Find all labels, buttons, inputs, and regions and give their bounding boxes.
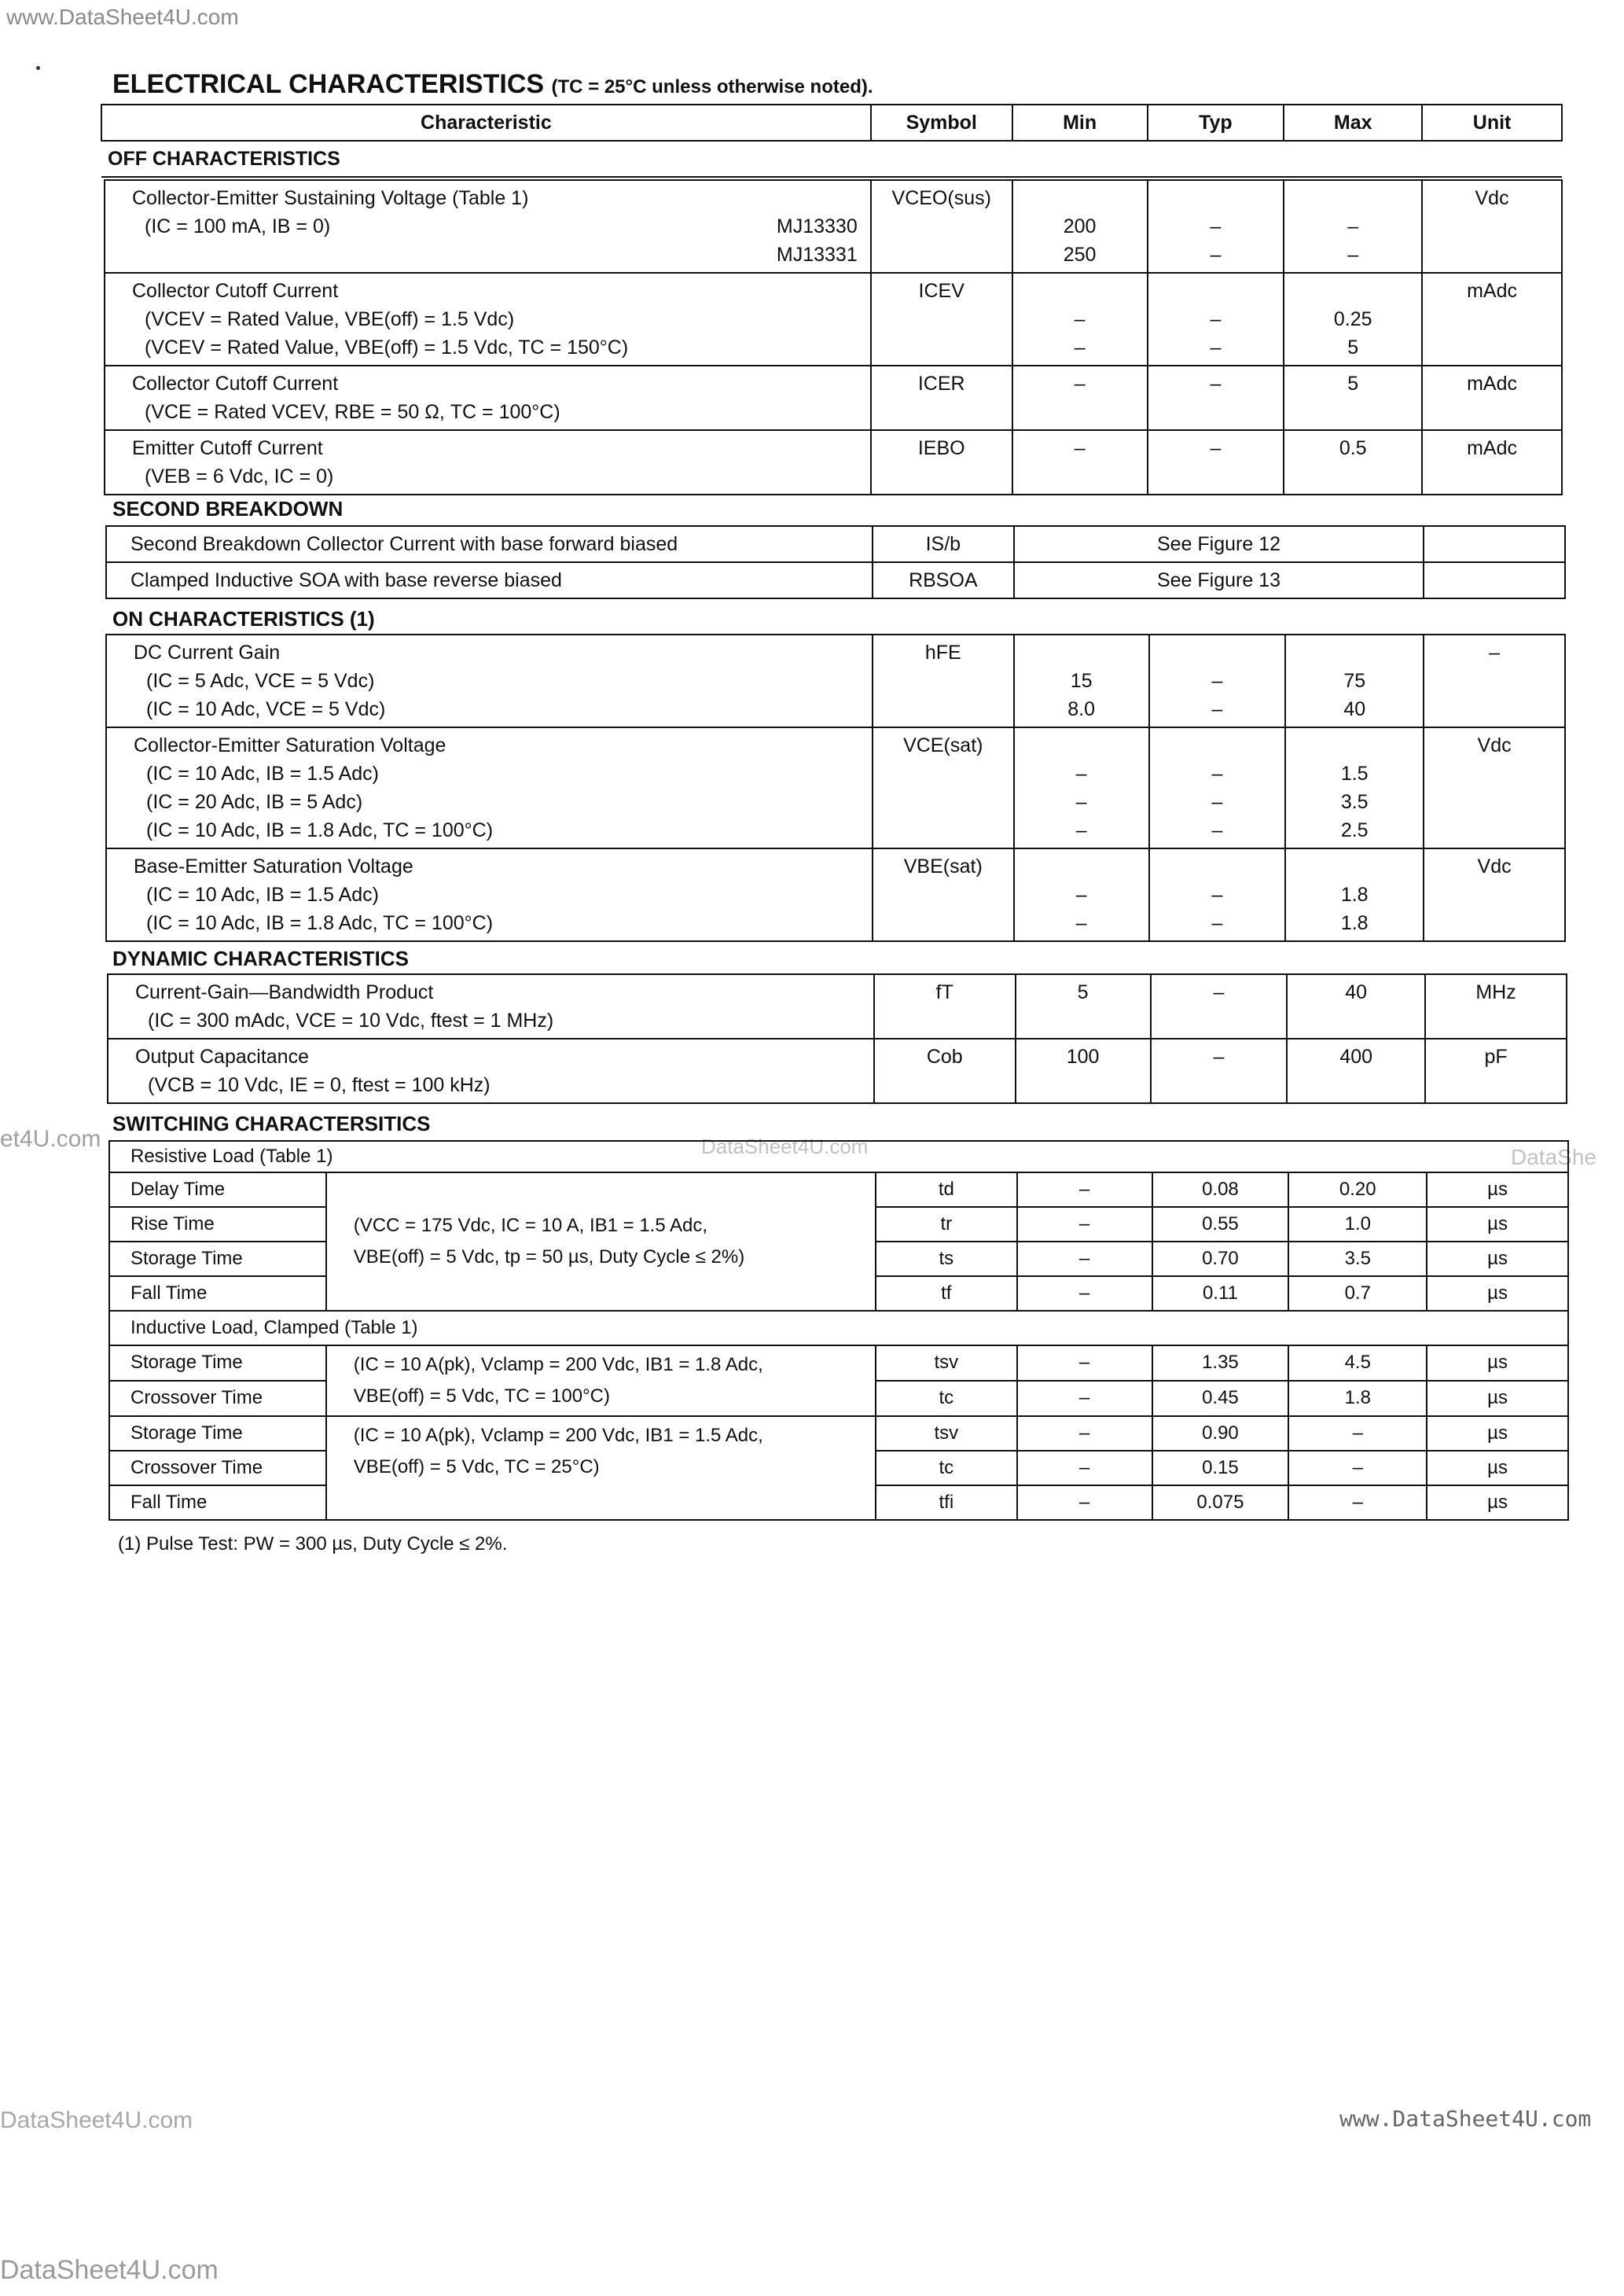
cell-text: (VCB = 10 Vdc, IE = 0, ftest = 100 kHz): [148, 1074, 491, 1096]
cell-text: (IC = 300 mAdc, VCE = 10 Vdc, ftest = 1 MHz): [148, 1010, 554, 1032]
table-cell: [105, 366, 871, 430]
table-cell: 0.45: [1152, 1381, 1289, 1416]
table-cell: tf: [876, 1276, 1017, 1311]
table-cell: pF: [1425, 1039, 1567, 1103]
table-cell: 0.5: [1284, 430, 1422, 495]
table-cell: Crossover Time: [109, 1451, 326, 1485]
cell-text: –: [1210, 337, 1222, 359]
cell-text: –: [1075, 819, 1087, 841]
table-cell: Storage Time: [109, 1345, 326, 1381]
cell-text: 200: [1063, 215, 1097, 237]
cell-text: 2.5: [1340, 819, 1369, 841]
table-cell: See Figure 12: [1014, 526, 1424, 562]
table-cell: mAdc: [1422, 430, 1562, 495]
table-cell: [1285, 635, 1424, 727]
on-table: [105, 634, 1566, 942]
table-cell: 0.08: [1152, 1172, 1289, 1207]
col-typ: Typ: [1148, 105, 1284, 141]
table-cell: µs: [1427, 1242, 1568, 1276]
cell-text: –: [1211, 763, 1223, 785]
off-table: [104, 179, 1563, 495]
table-cell: Fall Time: [109, 1485, 326, 1520]
table-cell: µs: [1427, 1485, 1568, 1520]
table-cell: [1148, 273, 1284, 366]
table-cell: 1.35: [1152, 1345, 1289, 1381]
resistive-label: Resistive Load (Table 1): [109, 1141, 1568, 1172]
watermark-center-mid: DataSheet4U.com: [701, 1135, 869, 1158]
cell-text: Current-Gain—Bandwidth Product: [135, 981, 434, 1003]
table-cell: [326, 1416, 876, 1520]
table-row: [109, 1172, 1568, 1207]
table-cell: Delay Time: [109, 1172, 326, 1207]
cell-text: –: [1210, 244, 1222, 266]
cell-text: Base-Emitter Saturation Voltage: [134, 855, 413, 878]
section-second: SECOND BREAKDOWN: [112, 497, 344, 521]
table-cell: 0.7: [1288, 1276, 1427, 1311]
table-cell: IEBO: [871, 430, 1012, 495]
watermark-bottom-left: DataSheet4U.com: [0, 2107, 193, 2133]
table-cell: [106, 727, 873, 848]
col-max: Max: [1284, 105, 1422, 141]
table-row: [105, 180, 1562, 273]
table-cell: [1284, 273, 1422, 366]
table-cell: [105, 430, 871, 495]
watermark-top: www.DataSheet4U.com: [6, 5, 239, 29]
table-cell: µs: [1427, 1207, 1568, 1242]
cell-text: –: [1074, 308, 1086, 330]
cell-text: 1.5: [1340, 763, 1369, 785]
table-cell: –: [1017, 1381, 1152, 1416]
table-cell: [1285, 727, 1424, 848]
table-cell: Storage Time: [109, 1242, 326, 1276]
table-row: [109, 1416, 1568, 1451]
table-header-row: [101, 105, 1562, 141]
table-cell: [106, 848, 873, 941]
table-row: [106, 848, 1565, 941]
cell-text: –: [1075, 763, 1087, 785]
table-cell: [1012, 180, 1148, 273]
second-table: [105, 525, 1566, 599]
section-switching: SWITCHING CHARACTERSITICS: [112, 1112, 431, 1135]
table-cell: µs: [1427, 1451, 1568, 1485]
cell-text: (IC = 10 Adc, IB = 1.5 Adc): [146, 884, 379, 906]
table-cell: Fall Time: [109, 1276, 326, 1311]
watermark-bottom-right: www.DataSheet4U.com: [1339, 2106, 1592, 2132]
cell-text: (VCE = Rated VCEV, RBE = 50 Ω, TC = 100°C): [145, 401, 560, 423]
table-cell: µs: [1427, 1345, 1568, 1381]
symbol: VCEO(sus): [871, 180, 1012, 273]
table-cell: [326, 1345, 876, 1416]
table-cell: µs: [1427, 1381, 1568, 1416]
cell-text: –: [1211, 670, 1223, 692]
cell-text: Collector Cutoff Current: [132, 280, 339, 302]
row-condition: [112, 212, 864, 241]
col-unit: Unit: [1422, 105, 1562, 141]
table-cell: [105, 273, 871, 366]
cell-text: (IC = 100 mA, IB = 0): [145, 215, 331, 237]
cell-text: –: [1211, 819, 1223, 841]
table-cell: –: [1017, 1207, 1152, 1242]
section-dynamic: DYNAMIC CHARACTERISTICS: [112, 947, 409, 970]
watermark-left-mid: et4U.com: [0, 1126, 101, 1152]
table-cell: 0.15: [1152, 1451, 1289, 1485]
table-cell: µs: [1427, 1416, 1568, 1451]
inductive-label: Inductive Load, Clamped (Table 1): [109, 1311, 1568, 1345]
cell-text: 75: [1343, 670, 1366, 692]
table-cell: –: [1148, 366, 1284, 430]
table-cell: Crossover Time: [109, 1381, 326, 1416]
table-cell: tsv: [876, 1345, 1017, 1381]
cell-text: (IC = 10 Adc, IB = 1.8 Adc, TC = 100°C): [146, 912, 494, 934]
table-cell: [1424, 526, 1565, 562]
table-row: [109, 1345, 1568, 1381]
col-min: Min: [1012, 105, 1148, 141]
table-cell: VBE(sat): [873, 848, 1014, 941]
page-mark: [36, 66, 40, 70]
cell-text: 15: [1070, 670, 1093, 692]
table-cell: 40: [1287, 974, 1425, 1039]
table-cell: 0.11: [1152, 1276, 1289, 1311]
table-cell: [105, 180, 871, 273]
table-cell: tc: [876, 1451, 1017, 1485]
table-cell: mAdc: [1422, 273, 1562, 366]
cell-text: –: [1075, 912, 1087, 934]
table-cell: 100: [1016, 1039, 1151, 1103]
table-cell: fT: [874, 974, 1016, 1039]
cell-text: –: [1075, 884, 1087, 906]
cell-text: VBE(off) = 5 Vdc, TC = 100°C): [353, 1385, 610, 1407]
table-cell: Rise Time: [109, 1207, 326, 1242]
table-cell: [1285, 848, 1424, 941]
cell-text: –: [1211, 912, 1223, 934]
cell-text: (IC = 10 A(pk), Vclamp = 200 Vdc, IB1 = 1.8 Adc,: [353, 1354, 763, 1375]
cell-text: (VCEV = Rated Value, VBE(off) = 1.5 Vdc, TC = 150°C): [145, 337, 629, 359]
table-cell: –: [1151, 974, 1288, 1039]
dynamic-table: [107, 973, 1567, 1104]
table-cell: –: [1017, 1242, 1152, 1276]
table-cell: 5: [1016, 974, 1151, 1039]
table-cell: Vdc: [1424, 727, 1565, 848]
cell-text: 40: [1343, 698, 1366, 720]
table-cell: [326, 1172, 876, 1311]
cell-text: –: [1211, 698, 1223, 720]
cell-text: 8.0: [1067, 698, 1095, 720]
table-cell: –: [1148, 430, 1284, 495]
cell-text: 3.5: [1340, 791, 1369, 813]
table-cell: –: [1017, 1276, 1152, 1311]
table-cell: [1284, 180, 1422, 273]
table-cell: 0.075: [1152, 1485, 1289, 1520]
cell-text: (VCEV = Rated Value, VBE(off) = 1.5 Vdc): [145, 308, 515, 330]
table-row: [106, 526, 1565, 562]
cell-text: 250: [1063, 244, 1097, 266]
table-cell: ICER: [871, 366, 1012, 430]
table-row: [105, 430, 1562, 495]
cell-text: (IC = 10 Adc, IB = 1.8 Adc, TC = 100°C): [146, 819, 494, 841]
table-cell: 0.55: [1152, 1207, 1289, 1242]
cell-text: –: [1347, 215, 1359, 237]
table-cell: IS/b: [873, 526, 1014, 562]
cell-text: (IC = 10 A(pk), Vclamp = 200 Vdc, IB1 = 1.5 Adc,: [353, 1425, 763, 1446]
table-cell: tc: [876, 1381, 1017, 1416]
footnote: (1) Pulse Test: PW = 300 µs, Duty Cycle ≤ 2%.: [118, 1533, 508, 1555]
title-condition: (TC = 25°C unless otherwise noted).: [551, 76, 873, 98]
table-cell: 400: [1287, 1039, 1425, 1103]
table-cell: [1012, 273, 1148, 366]
col-characteristic: Characteristic: [101, 105, 871, 141]
table-cell: 0.70: [1152, 1242, 1289, 1276]
unit: Vdc: [1422, 180, 1562, 273]
cell-text: VBE(off) = 5 Vdc, TC = 25°C): [353, 1456, 600, 1477]
table-row: [106, 727, 1565, 848]
table-cell: –: [1017, 1345, 1152, 1381]
col-symbol: Symbol: [871, 105, 1012, 141]
table-cell: Second Breakdown Collector Current with base forward biased: [106, 526, 873, 562]
table-row: [108, 1039, 1567, 1103]
table-cell: [1149, 635, 1286, 727]
title-text: ELECTRICAL CHARACTERISTICS: [112, 69, 545, 99]
table-cell: [106, 635, 873, 727]
cell-text: VBE(off) = 5 Vdc, tp = 50 µs, Duty Cycle ≤ 2%): [353, 1246, 745, 1268]
table-cell: tsv: [876, 1416, 1017, 1451]
table-cell: Vdc: [1424, 848, 1565, 941]
table-cell: µs: [1427, 1172, 1568, 1207]
table-cell: [108, 1039, 874, 1103]
cell-text: –: [1074, 337, 1086, 359]
cell-text: 1.8: [1340, 912, 1369, 934]
section-off: OFF CHARACTERISTICS: [101, 141, 1562, 177]
table-cell: [108, 974, 874, 1039]
table-cell: Clamped Inductive SOA with base reverse biased: [106, 562, 873, 598]
table-cell: 0.90: [1152, 1416, 1289, 1451]
cell-text: 0.25: [1333, 308, 1372, 330]
table-cell: –: [1424, 635, 1565, 727]
row-label: Collector-Emitter Sustaining Voltage (Table 1): [132, 187, 529, 209]
table-cell: RBSOA: [873, 562, 1014, 598]
table-cell: 3.5: [1288, 1242, 1427, 1276]
table-row: [108, 974, 1567, 1039]
watermark-right-mid: DataShe: [1511, 1145, 1596, 1169]
section-on: ON CHARACTERISTICS (1): [112, 607, 375, 631]
cell-text: (VEB = 6 Vdc, IC = 0): [145, 465, 334, 488]
cell-text: –: [1211, 791, 1223, 813]
table-cell: [1148, 180, 1284, 273]
table-cell: µs: [1427, 1276, 1568, 1311]
cell-text: –: [1211, 884, 1223, 906]
cell-text: Collector-Emitter Saturation Voltage: [134, 734, 446, 756]
table-cell: See Figure 13: [1014, 562, 1424, 598]
table-cell: hFE: [873, 635, 1014, 727]
cell-text: MJ13330: [776, 215, 858, 237]
table-cell: 4.5: [1288, 1345, 1427, 1381]
table-cell: [1149, 848, 1286, 941]
cell-text: Collector Cutoff Current: [132, 373, 339, 395]
cell-text: 1.8: [1340, 884, 1369, 906]
cell-text: –: [1347, 244, 1359, 266]
table-cell: –: [1288, 1416, 1427, 1451]
table-cell: –: [1012, 430, 1148, 495]
cell-text: (IC = 20 Adc, IB = 5 Adc): [146, 791, 363, 813]
cell-text: –: [1210, 308, 1222, 330]
table-cell: mAdc: [1422, 366, 1562, 430]
table-cell: 1.8: [1288, 1381, 1427, 1416]
table-cell: 1.0: [1288, 1207, 1427, 1242]
table-cell: [1424, 562, 1565, 598]
table-cell: [1149, 727, 1286, 848]
table-row: [106, 562, 1565, 598]
switching-table: [108, 1140, 1569, 1521]
table-cell: 5: [1284, 366, 1422, 430]
table-cell: td: [876, 1172, 1017, 1207]
cell-text: –: [1210, 215, 1222, 237]
table-cell: –: [1017, 1485, 1152, 1520]
table-cell: [1014, 727, 1149, 848]
cell-text: Output Capacitance: [135, 1046, 309, 1068]
cell-text: –: [1075, 791, 1087, 813]
spec-table-header: [101, 104, 1563, 178]
table-cell: –: [1288, 1485, 1427, 1520]
table-cell: 0.20: [1288, 1172, 1427, 1207]
cell-text: 5: [1347, 337, 1359, 359]
cell-text: DC Current Gain: [134, 642, 281, 664]
table-cell: –: [1017, 1451, 1152, 1485]
table-row: [105, 273, 1562, 366]
table-row: [106, 635, 1565, 727]
table-cell: MHz: [1425, 974, 1567, 1039]
table-cell: tfi: [876, 1485, 1017, 1520]
table-cell: ICEV: [871, 273, 1012, 366]
table-cell: VCE(sat): [873, 727, 1014, 848]
table-cell: –: [1017, 1172, 1152, 1207]
table-cell: Cob: [874, 1039, 1016, 1103]
cell-text: (IC = 5 Adc, VCE = 5 Vdc): [146, 670, 375, 692]
table-cell: –: [1012, 366, 1148, 430]
table-cell: Storage Time: [109, 1416, 326, 1451]
table-cell: –: [1288, 1451, 1427, 1485]
table-row: [105, 366, 1562, 430]
cell-text: (VCC = 175 Vdc, IC = 10 A, IB1 = 1.5 Adc,: [353, 1215, 708, 1236]
table-cell: [1014, 635, 1149, 727]
table-cell: ts: [876, 1242, 1017, 1276]
table-cell: –: [1017, 1416, 1152, 1451]
cell-text: (IC = 10 Adc, IB = 1.5 Adc): [146, 763, 379, 785]
table-cell: [1014, 848, 1149, 941]
model-label: MJ13331: [776, 244, 858, 266]
table-cell: –: [1151, 1039, 1288, 1103]
cell-text: Emitter Cutoff Current: [132, 437, 323, 459]
cell-text: (IC = 10 Adc, VCE = 5 Vdc): [146, 698, 386, 720]
watermark-footer: DataSheet4U.com: [0, 2255, 219, 2285]
table-cell: tr: [876, 1207, 1017, 1242]
page-title: [112, 69, 873, 100]
